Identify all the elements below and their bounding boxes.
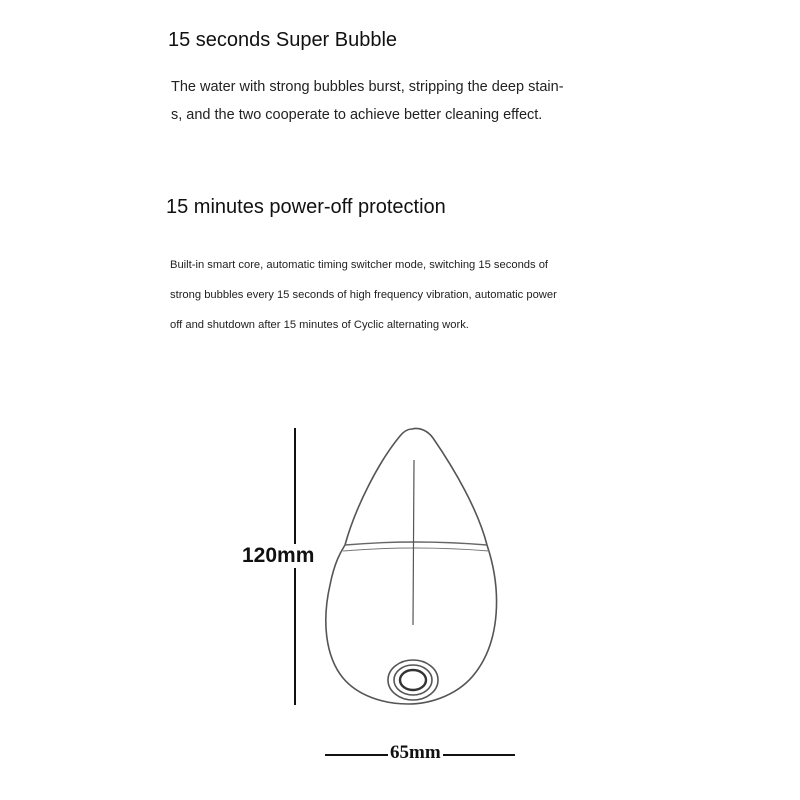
section-2-title: 15 minutes power-off protection [166,196,446,218]
section-2-body-line: strong bubbles every 15 seconds of high frequency vibration, automatic power [170,289,557,301]
section-2-body-line: Built-in smart core, automatic timing switcher mode, switching 15 seconds of [170,259,549,271]
section-2-body-line: off and shutdown after 15 minutes of Cyclic alternating work. [170,319,469,331]
device-seam-lower [343,548,489,551]
section-1-body-line: s, and the two cooperate to achieve better cleaning effect. [171,107,543,123]
power-button-icon [388,660,438,700]
height-label: 120mm [242,544,315,567]
device-outline [326,428,497,704]
section-1-body-line: The water with strong bubbles burst, stripping the deep stain- [171,79,564,95]
width-label: 65mm [390,742,441,763]
device-center-line [413,460,414,625]
device-seam [345,542,487,545]
section-1-title: 15 seconds Super Bubble [168,29,398,51]
